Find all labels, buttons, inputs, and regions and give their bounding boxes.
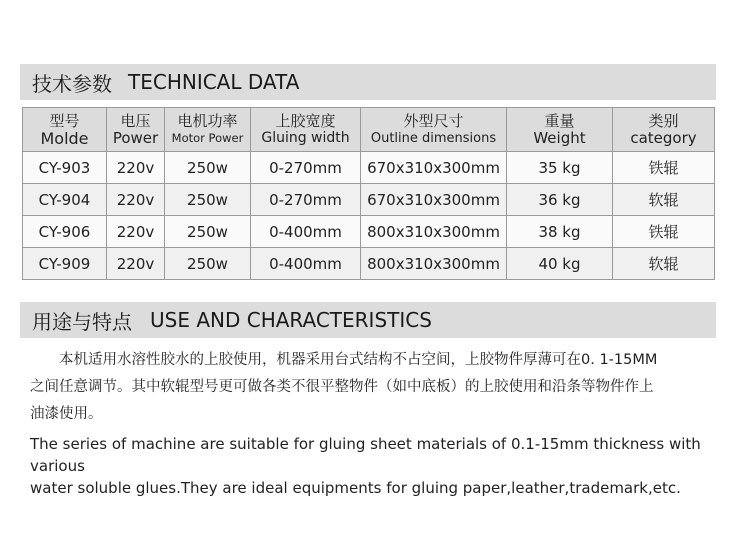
usage-cn-line: 本机适用水溶性胶水的上胶使用，机器采用台式结构不占空间，上胶物件厚薄可在0. 1-15MM (30, 352, 658, 368)
cell-gluing-width: 0-400mm (251, 248, 361, 280)
header-weight-cn: 重量 (544, 111, 575, 130)
header-category-cn: 类别 (648, 111, 679, 130)
cell-weight: 40 kg (507, 248, 613, 280)
cell-power: 220v (107, 152, 165, 184)
header-power-en: Power (112, 128, 159, 147)
cell-model: CY-909 (23, 248, 107, 280)
usage-description-en (30, 433, 730, 499)
header-power-cn: 电压 (120, 111, 151, 130)
header-weight (507, 108, 613, 152)
cell-power: 220v (107, 184, 165, 216)
usage-header (20, 302, 716, 338)
table-row (23, 248, 715, 280)
table-row (23, 152, 715, 184)
cell-weight: 35 kg (507, 152, 613, 184)
header-power (107, 108, 165, 152)
header-category (613, 108, 715, 152)
header-outline-dimensions (361, 108, 507, 152)
header-gluing-width (251, 108, 361, 152)
header-category-en: category (630, 128, 697, 147)
header-gluing-width-cn: 上胶宽度 (275, 111, 336, 130)
header-model-cn: 型号 (49, 111, 80, 130)
cell-power: 220v (107, 216, 165, 248)
usage-en-line: The series of machine are suitable for gluing sheet materials of 0.1-15mm thickness with various (30, 435, 701, 475)
cell-gluing-width: 0-270mm (251, 152, 361, 184)
header-motor-power-en: Motor Power (171, 130, 244, 145)
header-model-en: Molde (40, 128, 89, 148)
cell-outline-dimensions: 800x310x300mm (361, 216, 507, 248)
spec-table (22, 107, 715, 280)
header-gluing-width-en: Gluing width (261, 129, 350, 146)
header-motor-power (165, 108, 251, 152)
header-outline-dimensions-en: Outline dimensions (370, 130, 497, 146)
usage-en-line: water soluble glues.They are ideal equipments for gluing paper,leather,trademark,etc. (30, 479, 681, 497)
cell-outline-dimensions: 670x310x300mm (361, 184, 507, 216)
cell-model: CY-904 (23, 184, 107, 216)
cell-weight: 38 kg (507, 216, 613, 248)
header-outline-dimensions-cn: 外型尺寸 (403, 111, 464, 130)
usage-cn-line: 油漆使用。 (30, 406, 103, 422)
cell-category: 铁辊 (613, 152, 715, 184)
cell-motor-power: 250w (165, 216, 251, 248)
cell-outline-dimensions: 800x310x300mm (361, 248, 507, 280)
header-weight-en: Weight (533, 128, 586, 147)
cell-category: 软辊 (613, 248, 715, 280)
technical-title-en: TECHNICAL DATA (128, 70, 300, 94)
technical-title-cn: 技术参数 (32, 71, 112, 96)
cell-motor-power: 250w (165, 152, 251, 184)
header-model (23, 108, 107, 152)
cell-category: 铁辊 (613, 216, 715, 248)
cell-motor-power: 250w (165, 184, 251, 216)
cell-power: 220v (107, 248, 165, 280)
cell-model: CY-906 (23, 216, 107, 248)
spec-header-row (23, 108, 715, 152)
table-row (23, 184, 715, 216)
cell-motor-power: 250w (165, 248, 251, 280)
header-motor-power-cn: 电机功率 (177, 111, 238, 130)
cell-weight: 36 kg (507, 184, 613, 216)
cell-model: CY-903 (23, 152, 107, 184)
usage-cn-line: 之间任意调节。其中软辊型号更可做各类不很平整物件（如中底板）的上胶使用和沿条等物件作上 (30, 379, 654, 395)
cell-gluing-width: 0-270mm (251, 184, 361, 216)
cell-gluing-width: 0-400mm (251, 216, 361, 248)
cell-category: 软辊 (613, 184, 715, 216)
table-row (23, 216, 715, 248)
usage-description-cn (30, 347, 720, 428)
usage-title-en: USE AND CHARACTERISTICS (150, 308, 432, 332)
usage-title-cn: 用途与特点 (32, 309, 132, 334)
cell-outline-dimensions: 670x310x300mm (361, 152, 507, 184)
technical-data-header (20, 64, 716, 100)
